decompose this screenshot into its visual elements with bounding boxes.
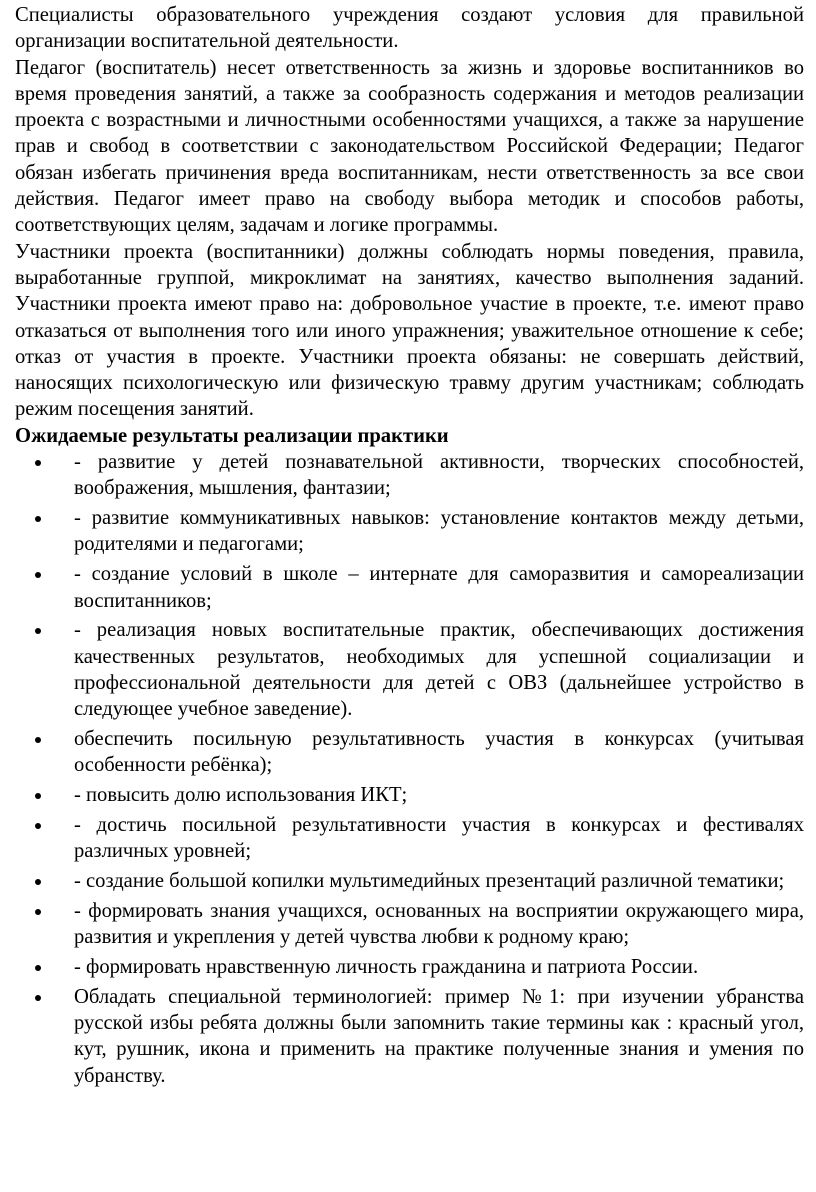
bullet-icon bbox=[35, 793, 41, 799]
bullet-icon bbox=[35, 879, 41, 885]
list-item-text: - повысить долю использования ИКТ; bbox=[74, 784, 408, 807]
paragraph-teacher-responsibility: Педагог (воспитатель) несет ответственность за жизнь и здоровье воспитанников во время проведения занятий, а также за сообразность содержания и методов реализации проекта с возрастными и личностными особенностями учащихся, а также за нарушение прав и свобод в соответствии с законодательством Российской Федерации; Педагог обязан избегать причинения вреда воспитанникам, нести ответственность за все свои действия. Педагог имеет право на свободу выбора методик и способов работы, соответствующих целям, задачам и логике программы. bbox=[15, 56, 804, 237]
list-item-text: обеспечить посильную результативность участия в конкурсах (учитывая особенности ребёнка); bbox=[74, 728, 804, 777]
list-item bbox=[15, 561, 804, 614]
list-item-text: - развитие коммуникативных навыков: установление контактов между детьми, родителями и педагогами; bbox=[74, 507, 804, 556]
bullet-icon bbox=[35, 995, 41, 1001]
list-item bbox=[15, 812, 804, 865]
list-item bbox=[15, 726, 804, 779]
bullet-icon bbox=[35, 628, 41, 634]
list-item-text: - формировать знания учащихся, основанных на восприятии окружающего мира, развития и укрепления у детей чувства любви к родному краю; bbox=[74, 899, 804, 949]
bullet-icon bbox=[35, 737, 41, 743]
paragraph-participants-rules: Участники проекта (воспитанники) должны соблюдать нормы поведения, правила, выработанные группой, микроклимат на занятиях, качество выполнения заданий. Участники проекта имеют право на: добровольное участие в проекте, т.е. имеют право отказаться от выполнения того или иного упражнения; уважительное отношение к себе; отказ от участия в проекте. Участники проекта обязаны: не совершать действий, наносящих психологическую или физическую травму другим участникам; соблюдать режим посещения занятий. bbox=[15, 240, 804, 421]
paragraph-conditions: Специалисты образовательного учреждения создают условия для правильной организации воспитательной деятельности. bbox=[15, 4, 804, 53]
list-item bbox=[15, 868, 804, 894]
bullet-icon bbox=[35, 965, 41, 971]
bullet-icon bbox=[35, 572, 41, 578]
list-item bbox=[15, 898, 804, 951]
list-item bbox=[15, 782, 804, 808]
list-item bbox=[15, 449, 804, 502]
results-heading: Ожидаемые результаты реализации практики bbox=[15, 424, 449, 447]
list-item-text: - достичь посильной результативности участия в конкурсах и фестивалях различных уровней; bbox=[74, 813, 804, 863]
list-item bbox=[15, 984, 804, 1089]
list-item bbox=[15, 617, 804, 722]
list-item-text: - реализация новых воспитательные практик, обеспечивающих достижения качественных результатов, необходимых для успешной социализации и профессиональной деятельности для детей с ОВЗ (дальнейшее устройство в следующее учебное заведение). bbox=[74, 619, 804, 721]
list-item-text: - создание условий в школе – интернате для саморазвития и самореализации воспитанников; bbox=[74, 563, 804, 612]
list-item bbox=[15, 505, 804, 558]
bullet-icon bbox=[35, 909, 41, 915]
list-item-text: Обладать специальной терминологией: пример №1: при изучении убранства русской избы ребята должны были запомнить такие термины как : красный угол, кут, рушник, икона и применить на практике полученные знания и умения по убранству. bbox=[74, 985, 804, 1087]
results-list bbox=[15, 449, 804, 1089]
bullet-icon bbox=[35, 460, 41, 466]
bullet-icon bbox=[35, 516, 41, 522]
list-item-text: - формировать нравственную личность гражданина и патриота России. bbox=[74, 955, 699, 978]
list-item-text: - развитие у детей познавательной активности, творческих способностей, воображения, мышления, фантазии; bbox=[74, 451, 804, 500]
list-item-text: - создание большой копилки мультимедийных презентаций различной тематики; bbox=[74, 870, 785, 892]
list-item bbox=[15, 954, 804, 980]
bullet-icon bbox=[35, 823, 41, 829]
